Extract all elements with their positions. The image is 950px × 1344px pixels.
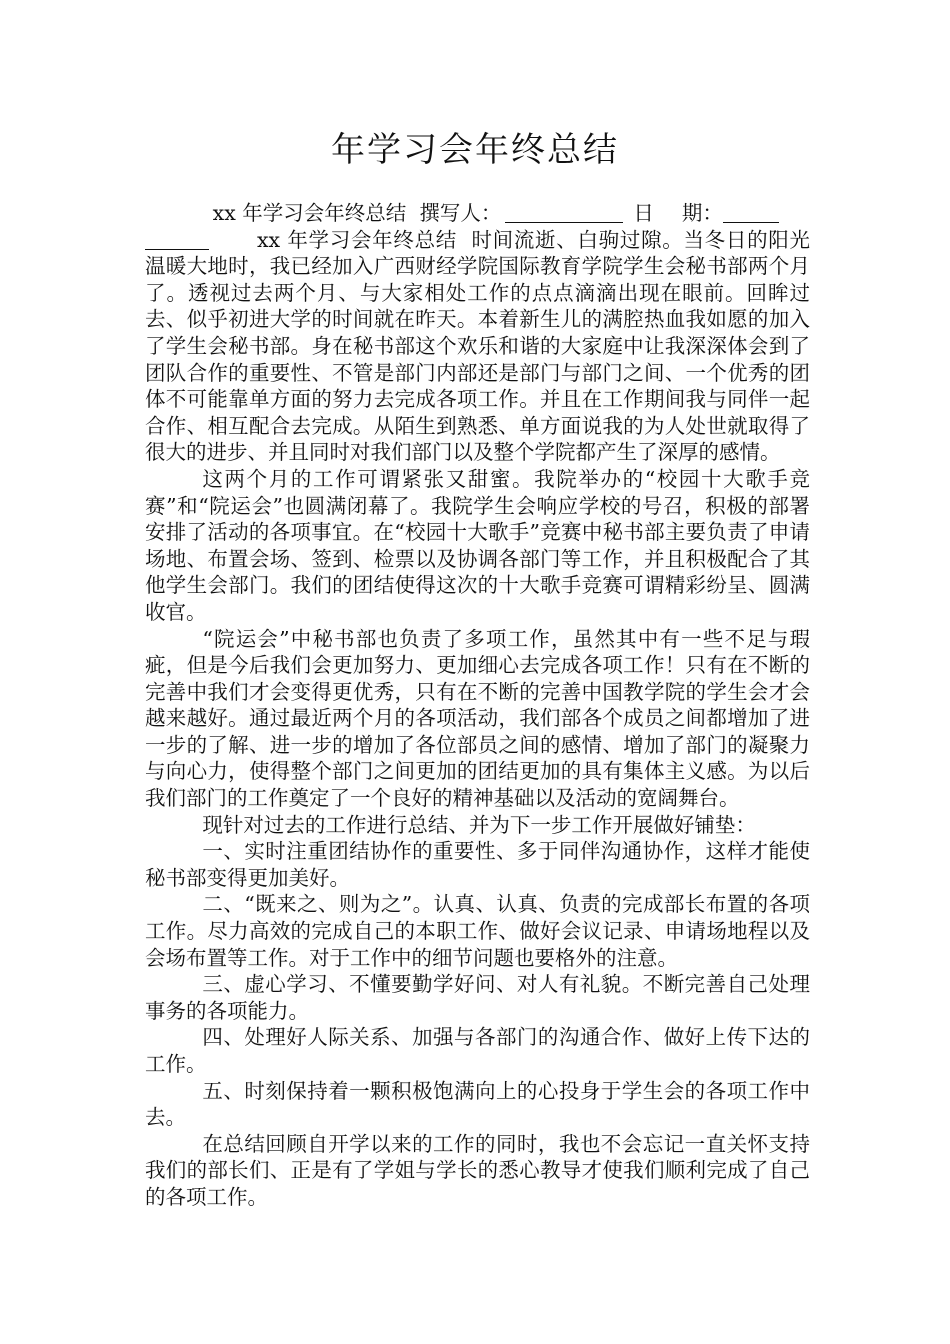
- date-blank-continued: [145, 229, 209, 250]
- paragraph-1: [145, 227, 810, 466]
- paragraph-text: 时间流逝、白驹过隙。当冬日的阳光温暖大地时，我已经加入广西财经学院国际教育学院学生会秘书部两个月了。透视过去两个月、与大家相处工作的点点滴滴出现在眼前。回眸过去、似乎初进大学的时间就在昨天。本着新生儿的满腔热血我如愿的加入了学生会秘书部。身在秘书部这个欢乐和谐的大家庭中让我深深体会到了团队合作的重要性、不管是部门内部还是部门与部门之间、一个优秀的团体不可能靠单方面的努力去完成各项工作。并且在工作期间我与同伴一起合作、相互配合去完成。从陌生到熟悉、单方面说我的为人处世就取得了很大的进步、并且同时对我们部门以及整个学院都产生了深厚的感情。: [145, 227, 811, 465]
- meta-heading: xx 年学习会年终总结: [212, 201, 407, 225]
- intro-heading: xx 年学习会年终总结: [257, 227, 457, 252]
- writer-blank: [505, 202, 623, 223]
- paragraph-2: 这两个月的工作可谓紧张又甜蜜。我院举办的“校园十大歌手竞赛”和“院运会”也圆满闭幕了。我院学生会响应学校的号召，积极的部署安排了活动的各项事宜。在“校园十大歌手”竞赛中秘书部主要负责了申请场地、布置会场、签到、检票以及协调各部门等工作，并且积极配合了其他学生会部门。我们的团结使得这次的十大歌手竞赛可谓精彩纷呈、圆满收官。: [145, 466, 810, 624]
- document-title: 年学习会年终总结: [331, 130, 619, 170]
- paragraph-closing: 在总结回顾自开学以来的工作的同时，我也不会忘记一直关怀支持我们的部长们、正是有了学姐与学长的悉心教导才使我们顺利完成了自己的各项工作。: [145, 1131, 810, 1209]
- list-item-3: 三、虚心学习、不懂要勤学好问、对人有礼貌。不断完善自己处理事务的各项能力。: [145, 972, 810, 1023]
- list-item-4: 四、处理好人际关系、加强与各部门的沟通合作、做好上传下达的工作。: [145, 1025, 810, 1076]
- writer-label: 撰写人：: [419, 201, 502, 225]
- date-label-a: 日: [633, 201, 654, 225]
- date-blank: [723, 202, 779, 223]
- list-item-1: 一、实时注重团结协作的重要性、多于同伴沟通协作，这样才能使秘书部变得更加美好。: [145, 839, 810, 890]
- paragraph-3: “院运会”中秘书部也负责了多项工作，虽然其中有一些不足与瑕疵，但是今后我们会更加努力、更加细心去完成各项工作！只有在不断的完善中我们才会变得更优秀，只有在不断的完善中国教学院的学生会才会越来越好。通过最近两个月的各项活动，我们部各个成员之间都增加了进一步的了解、进一步的增加了各位部员之间的感情、增加了部门的凝聚力与向心力，使得整个部门之间更加的团结更加的具有集体主义感。为以后我们部门的工作奠定了一个良好的精神基础以及活动的宽阔舞台。: [145, 626, 810, 811]
- list-item-5: 五、时刻保持着一颗积极饱满向上的心投身于学生会的各项工作中去。: [145, 1078, 810, 1130]
- date-label-b: 期：: [681, 201, 723, 225]
- document-body: [145, 200, 810, 1211]
- meta-line: [145, 200, 810, 227]
- paragraph-4: 现针对过去的工作进行总结、并为下一步工作开展做好铺垫：: [202, 812, 756, 837]
- list-item-2: 二、“既来之、则为之”。认真、认真、负责的完成部长布置的各项工作。尽力高效的完成自己的本职工作、做好会议记录、申请场地程以及会场布置等工作。对于工作中的细节问题也要格外的注意。: [145, 892, 810, 970]
